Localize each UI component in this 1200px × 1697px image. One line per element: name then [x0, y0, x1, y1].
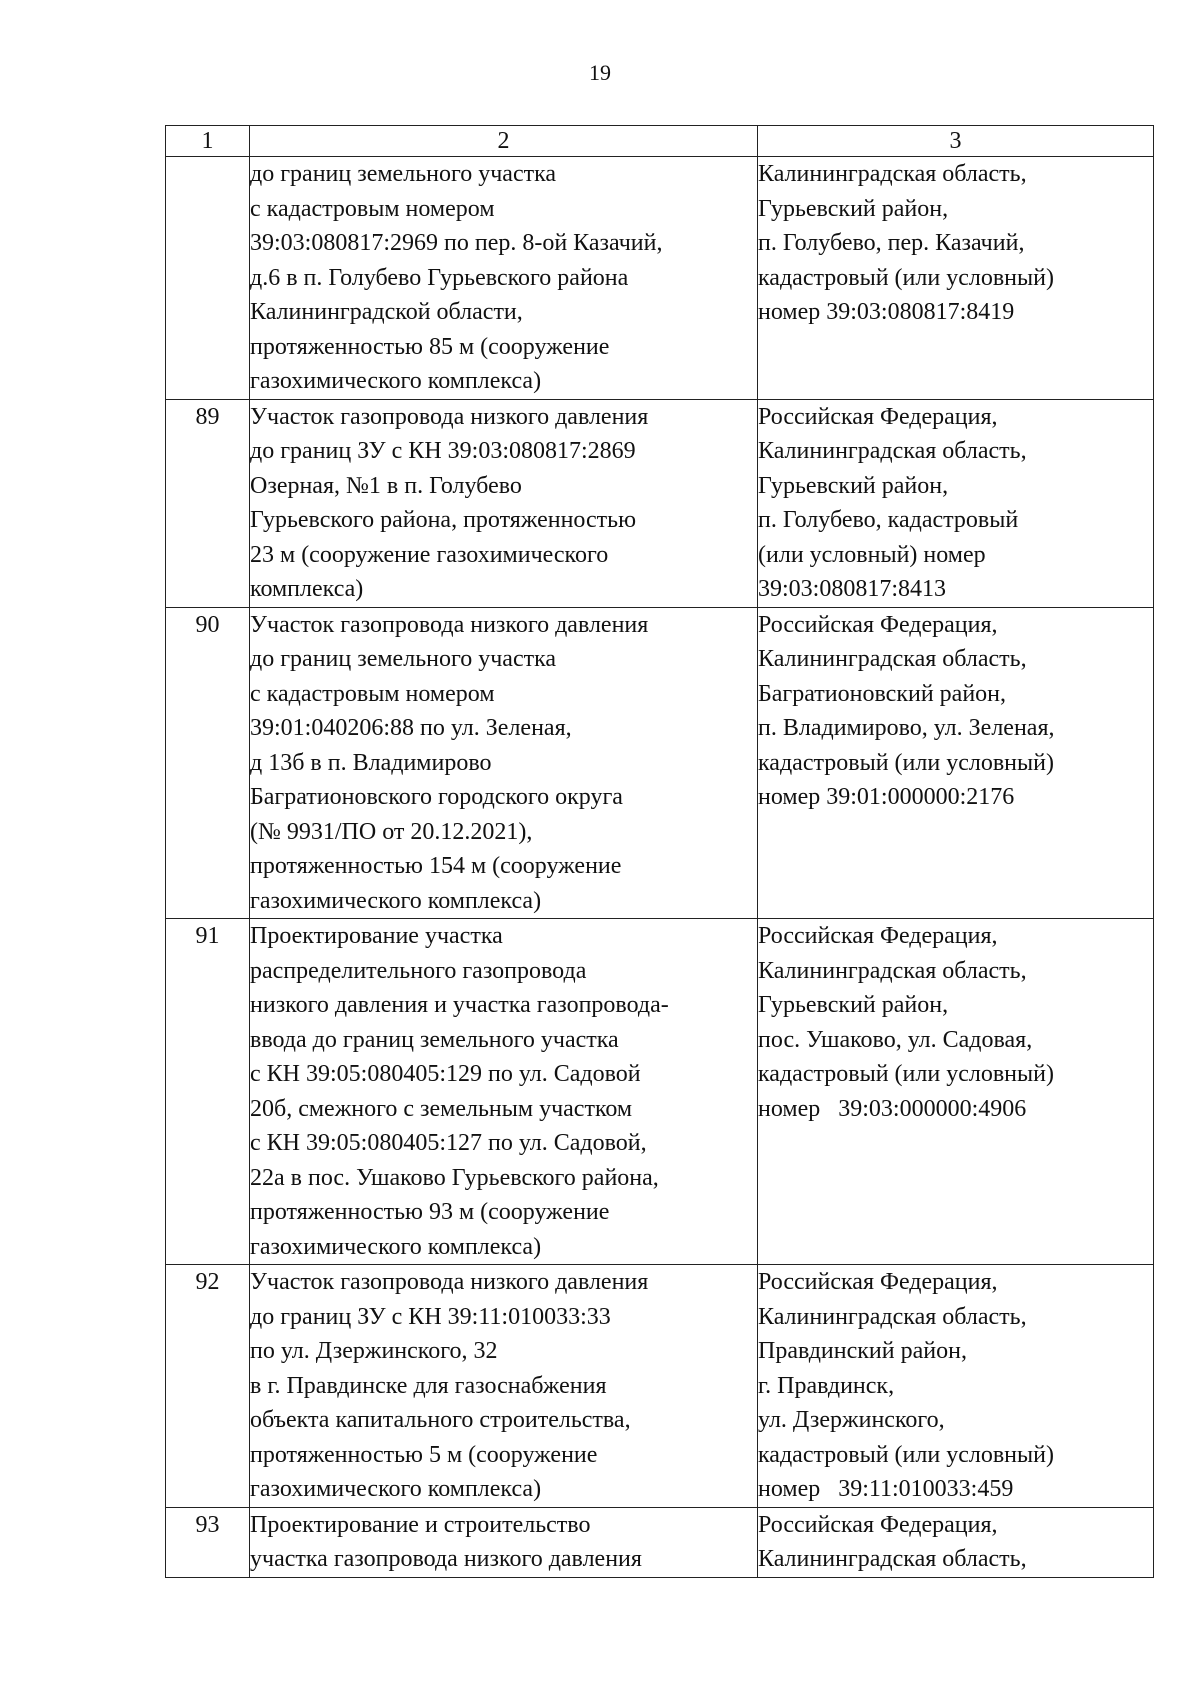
location-line: кадастровый (или условный): [758, 749, 1054, 776]
description-line: газохимического комплекса): [250, 1476, 542, 1502]
description-line: по ул. Дзержинского, 32: [250, 1338, 498, 1364]
description-line: Озерная, №1 в п. Голубево: [250, 472, 522, 499]
location-line: п. Голубево, кадастровый: [758, 507, 1019, 533]
row-number: 89: [166, 399, 250, 607]
location-line: кадастровый (или условный): [758, 264, 1054, 291]
location-line: 39:03:080817:8413: [758, 576, 947, 602]
object-description: [250, 1265, 758, 1508]
row-number: 93: [166, 1507, 250, 1577]
description-line: 20б, смежного с земельным участком: [250, 1095, 633, 1122]
description-line: с кадастровым номером: [250, 195, 495, 222]
description-line: распределительного газопровода: [250, 957, 587, 984]
object-location: [758, 399, 1154, 607]
description-line: протяженностью 5 м (сооружение: [250, 1441, 598, 1468]
location-line: Гурьевский район,: [758, 472, 949, 499]
object-description: [250, 399, 758, 607]
description-line: до границ ЗУ с КН 39:11:010033:33: [250, 1303, 611, 1330]
location-line: номер 39:01:000000:2176: [758, 784, 1015, 810]
object-description: [250, 607, 758, 919]
description-line: 23 м (сооружение газохимического: [250, 541, 609, 568]
description-line: 22а в пос. Ушаково Гурьевского района,: [250, 1164, 659, 1191]
column-header-3: 3: [758, 126, 1154, 157]
column-header-2: 2: [250, 126, 758, 157]
location-line: Калининградская область,: [758, 1546, 1027, 1572]
object-description: [250, 1507, 758, 1577]
location-line: Калининградская область,: [758, 438, 1027, 464]
column-header-1: 1: [166, 126, 250, 157]
description-line: с КН 39:05:080405:127 по ул. Садовой,: [250, 1130, 647, 1156]
location-line: кадастровый (или условный): [758, 1061, 1054, 1087]
description-line: газохимического комплекса): [250, 368, 542, 394]
registry-table: [165, 125, 1154, 1578]
row-number: 91: [166, 919, 250, 1265]
location-line: ул. Дзержинского,: [758, 1407, 945, 1433]
description-line: Участок газопровода низкого давления: [250, 611, 649, 638]
location-line: Правдинский район,: [758, 1338, 967, 1364]
location-line: Калининградская область,: [758, 161, 1027, 187]
location-line: Гурьевский район,: [758, 992, 949, 1018]
description-line: Калининградской области,: [250, 299, 523, 325]
location-line: Российская Федерация,: [758, 1511, 998, 1538]
object-description: [250, 919, 758, 1265]
location-line: кадастровый (или условный): [758, 1441, 1054, 1468]
description-line: в г. Правдинске для газоснабжения: [250, 1372, 607, 1399]
location-line: Калининградская область,: [758, 646, 1027, 672]
description-line: протяженностью 154 м (сооружение: [250, 853, 622, 879]
location-line: Российская Федерация,: [758, 923, 998, 949]
row-number: 92: [166, 1265, 250, 1508]
location-line: п. Владимирово, ул. Зеленая,: [758, 715, 1055, 741]
location-line: Российская Федерация,: [758, 403, 998, 430]
description-line: Участок газопровода низкого давления: [250, 1269, 649, 1295]
table-row: [166, 919, 1154, 1265]
description-line: Проектирование участка: [250, 923, 503, 949]
description-line: с кадастровым номером: [250, 680, 495, 707]
description-line: газохимического комплекса): [250, 887, 542, 914]
location-line: Российская Федерация,: [758, 611, 998, 638]
description-line: до границ земельного участка: [250, 161, 557, 187]
table-row: [166, 607, 1154, 919]
description-line: протяженностью 93 м (сооружение: [250, 1199, 610, 1225]
object-location: [758, 1265, 1154, 1508]
location-line: п. Голубево, пер. Казачий,: [758, 230, 1025, 256]
description-line: д 13б в п. Владимирово: [250, 749, 492, 776]
description-line: объекта капитального строительства,: [250, 1407, 631, 1433]
location-line: (или условный) номер: [758, 541, 986, 568]
description-line: ввода до границ земельного участка: [250, 1026, 619, 1053]
description-line: участка газопровода низкого давления: [250, 1546, 642, 1572]
location-line: номер 39:11:010033:459: [758, 1476, 1014, 1502]
description-line: протяженностью 85 м (сооружение: [250, 333, 610, 360]
location-line: Калининградская область,: [758, 957, 1027, 984]
object-location: [758, 157, 1154, 400]
row-number: 90: [166, 607, 250, 919]
object-location: [758, 919, 1154, 1265]
description-line: Проектирование и строительство: [250, 1511, 591, 1538]
location-line: номер 39:03:000000:4906: [758, 1095, 1027, 1122]
description-line: газохимического комплекса): [250, 1233, 542, 1260]
description-line: до границ земельного участка: [250, 646, 557, 672]
table-header-row: [166, 126, 1154, 157]
location-line: Калининградская область,: [758, 1303, 1027, 1330]
description-line: Гурьевского района, протяженностью: [250, 507, 637, 533]
row-number: [166, 157, 250, 400]
description-line: 39:01:040206:88 по ул. Зеленая,: [250, 715, 572, 741]
description-line: Багратионовского городского округа: [250, 784, 623, 810]
description-line: (№ 9931/ПО от 20.12.2021),: [250, 818, 533, 845]
table-row: [166, 1507, 1154, 1577]
description-line: Участок газопровода низкого давления: [250, 403, 649, 430]
description-line: комплекса): [250, 576, 364, 602]
object-location: [758, 607, 1154, 919]
location-line: г. Правдинск,: [758, 1372, 895, 1399]
description-line: 39:03:080817:2969 по пер. 8-ой Казачий,: [250, 230, 663, 256]
object-location: [758, 1507, 1154, 1577]
location-line: Российская Федерация,: [758, 1269, 998, 1295]
location-line: Багратионовский район,: [758, 680, 1007, 707]
table-row: [166, 1265, 1154, 1508]
location-line: пос. Ушаково, ул. Садовая,: [758, 1026, 1033, 1053]
description-line: д.6 в п. Голубево Гурьевского района: [250, 264, 629, 291]
location-line: Гурьевский район,: [758, 195, 949, 222]
object-description: [250, 157, 758, 400]
table-row: [166, 399, 1154, 607]
table-body: [166, 157, 1154, 1578]
description-line: с КН 39:05:080405:129 по ул. Садовой: [250, 1061, 641, 1087]
page-number: 19: [589, 60, 611, 85]
table-row: [166, 157, 1154, 400]
description-line: до границ ЗУ с КН 39:03:080817:2869: [250, 438, 636, 464]
description-line: низкого давления и участка газопровода-: [250, 992, 669, 1018]
location-line: номер 39:03:080817:8419: [758, 299, 1015, 325]
